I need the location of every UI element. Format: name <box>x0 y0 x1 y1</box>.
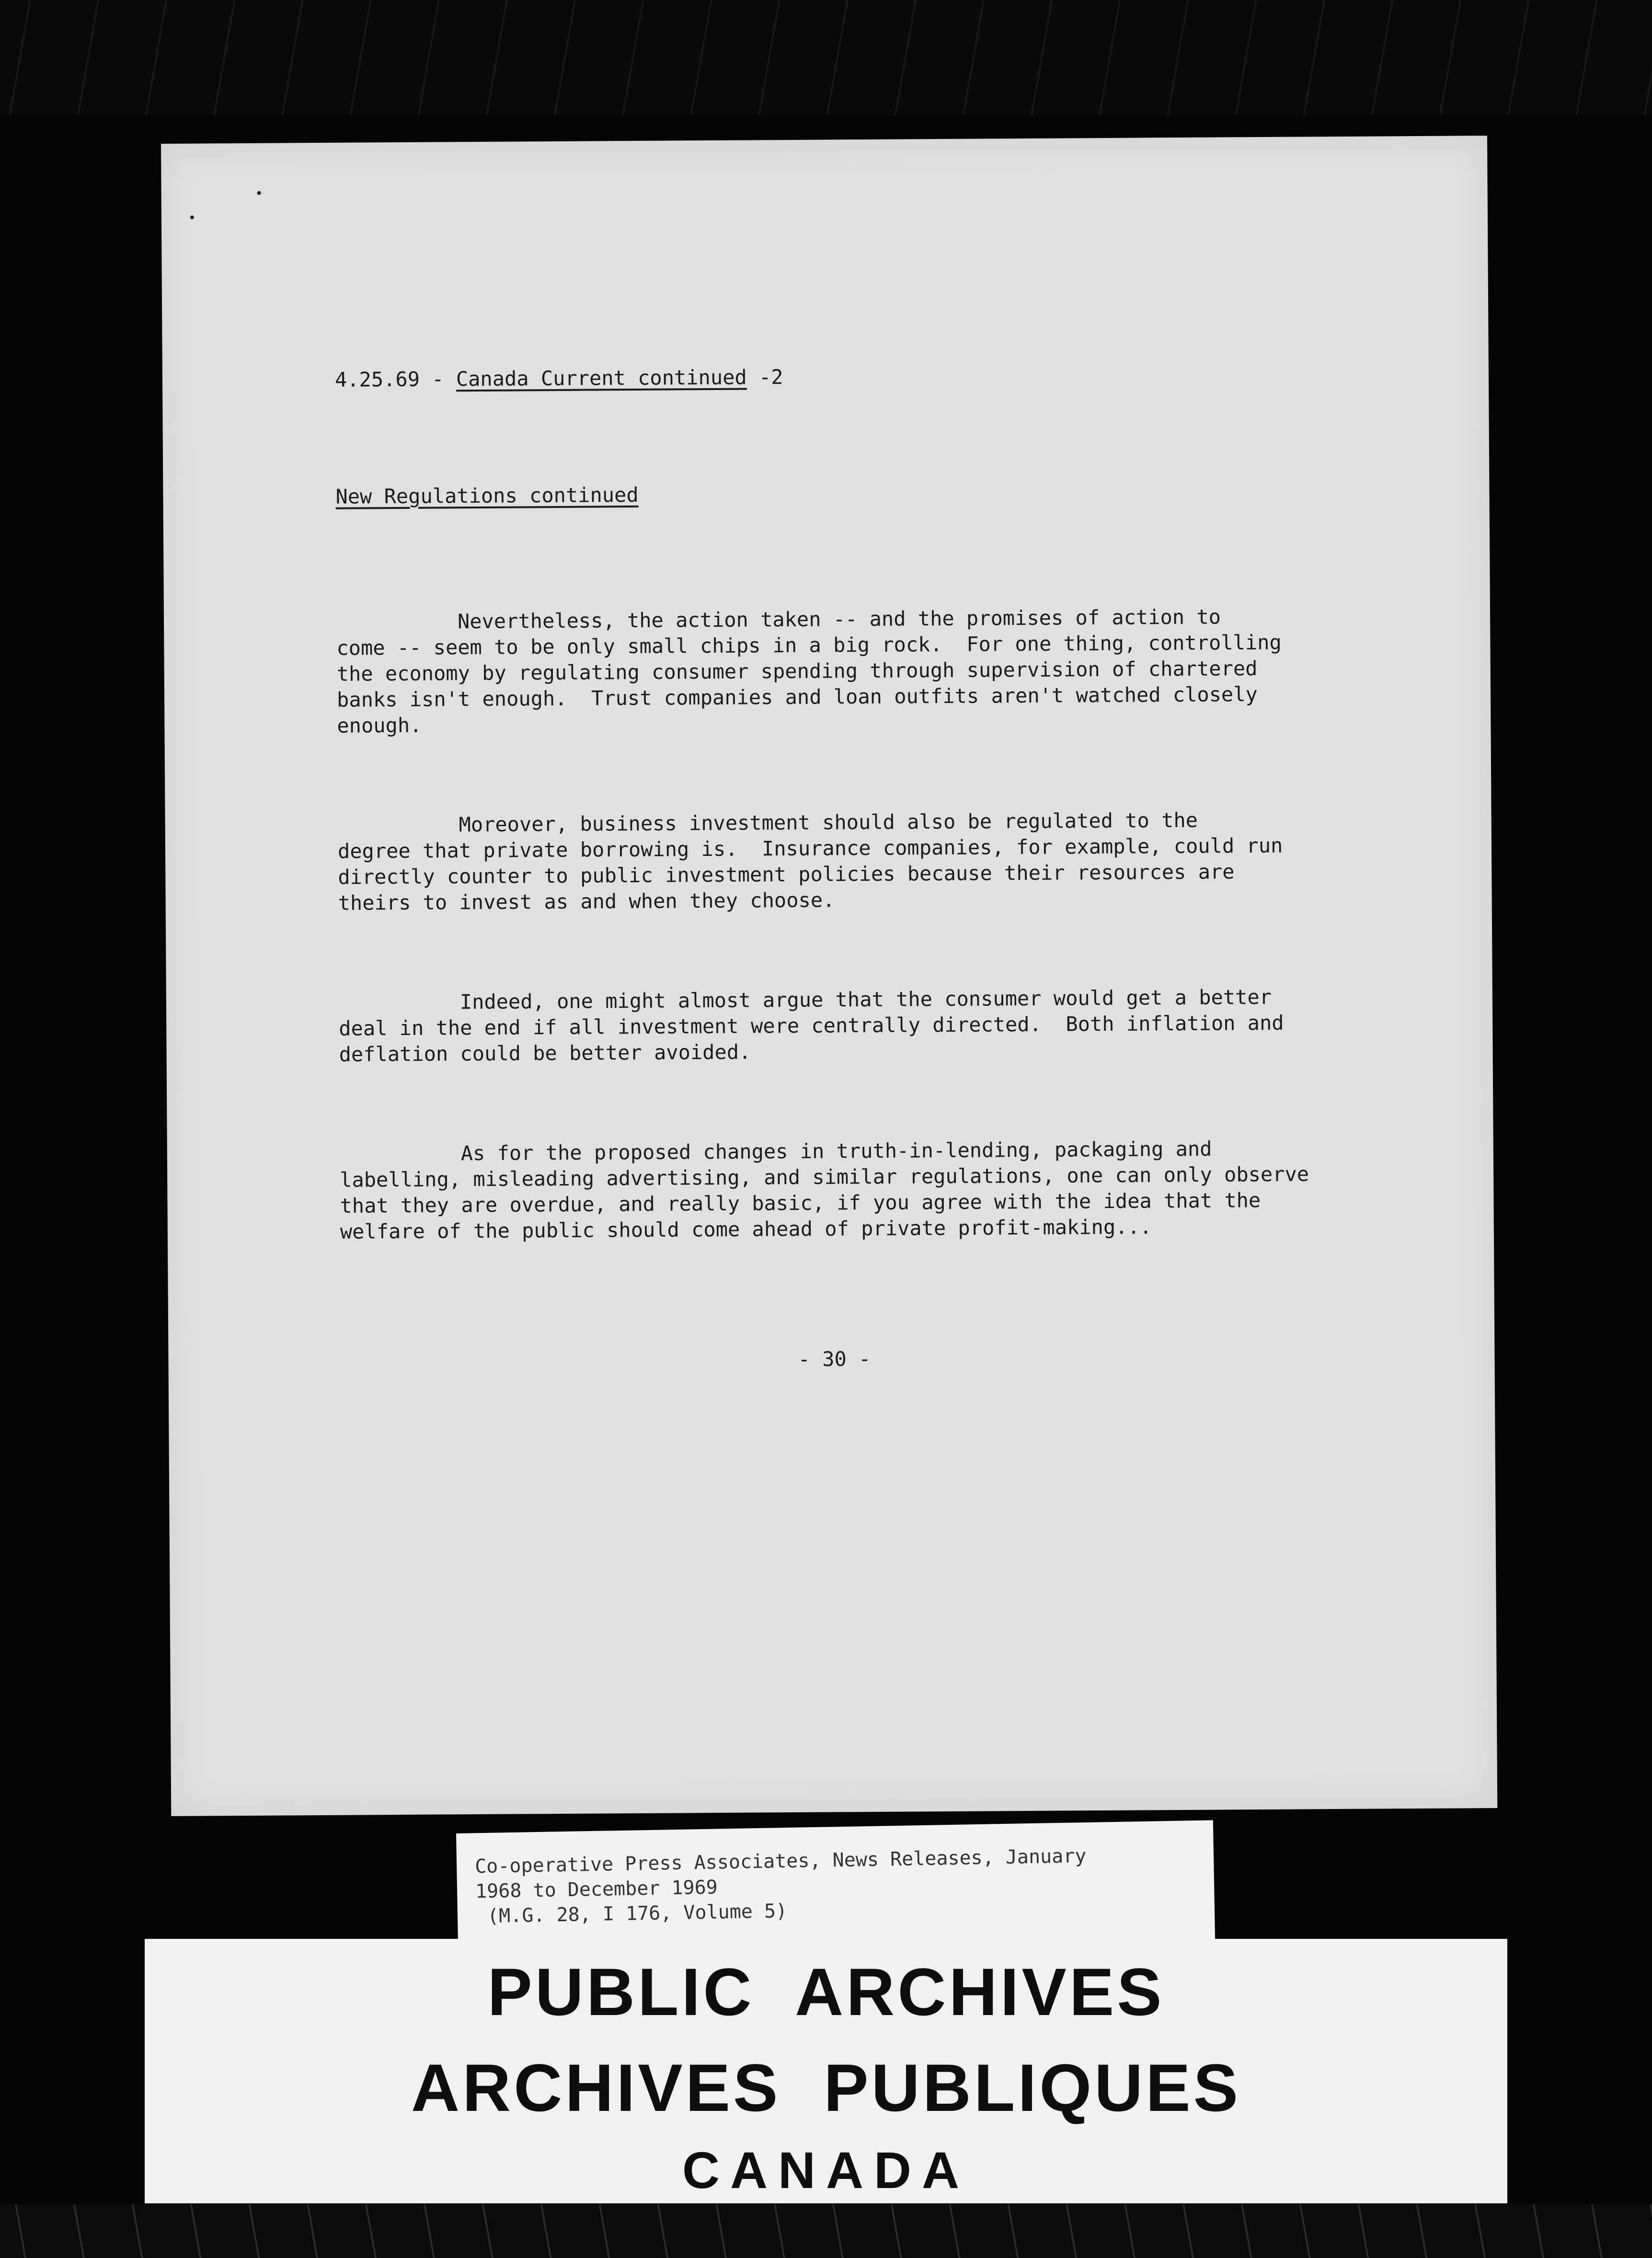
film-edge-bottom <box>0 2204 1652 2258</box>
banner-canada: CANADA <box>682 2141 970 2199</box>
section-subheading <box>335 477 1380 509</box>
page-header <box>335 360 1379 392</box>
catalog-line-1: Co-operative Press Associates, News Releases, January <box>474 1845 1087 1878</box>
paragraph-3: Indeed, one might almost argue that the consumer would get a better deal in the end if all investment were centrally directed. Both inflation and deflation could be better avoided. <box>338 985 1284 1066</box>
archive-banner <box>145 1939 1507 2203</box>
document-body <box>334 309 1386 1447</box>
dust-speck <box>257 191 261 195</box>
film-edge-top <box>0 0 1652 115</box>
header-series-title: Canada Current continued <box>456 365 747 391</box>
paragraph-1: Nevertheless, the action taken -- and the promises of action to come -- seem to be only small chips in a big rock. For one thing, controlling the economy by regulating consumer spending through supervision of chartered banks isn't enough. Trust companies and loan outfits aren't watched closely enough. <box>336 605 1282 737</box>
document-page <box>161 136 1497 1816</box>
header-separator: - <box>419 367 457 391</box>
page-number: - 30 - <box>798 1347 871 1371</box>
subheading-text: New Regulations continued <box>335 483 639 508</box>
paragraph-2: Moreover, business investment should also be regulated to the degree that private borrowing is. Insurance companies, for example, could run directly counter to public investment policies because their resources are theirs to invest as and when they choose. <box>337 808 1283 915</box>
header-page-suffix: -2 <box>746 365 783 389</box>
dust-speck <box>190 216 194 219</box>
catalog-line-2: 1968 to December 1969 <box>475 1876 718 1903</box>
catalog-card <box>456 1820 1215 1953</box>
banner-public-archives: PUBLIC ARCHIVES <box>487 1954 1165 2029</box>
catalog-line-3: (M.G. 28, I 176, Volume 5) <box>475 1900 788 1928</box>
banner-archives-publiques: ARCHIVES PUBLIQUES <box>411 2050 1241 2125</box>
paragraph-4: As for the proposed changes in truth-in-lending, packaging and labelling, misleading advertising, and similar regulations, one can only observe that they are overdue, and really basic, if you agree with the idea that the welfare of the public should come ahead of private profit-making... <box>339 1137 1309 1244</box>
header-date: 4.25.69 <box>334 367 420 392</box>
